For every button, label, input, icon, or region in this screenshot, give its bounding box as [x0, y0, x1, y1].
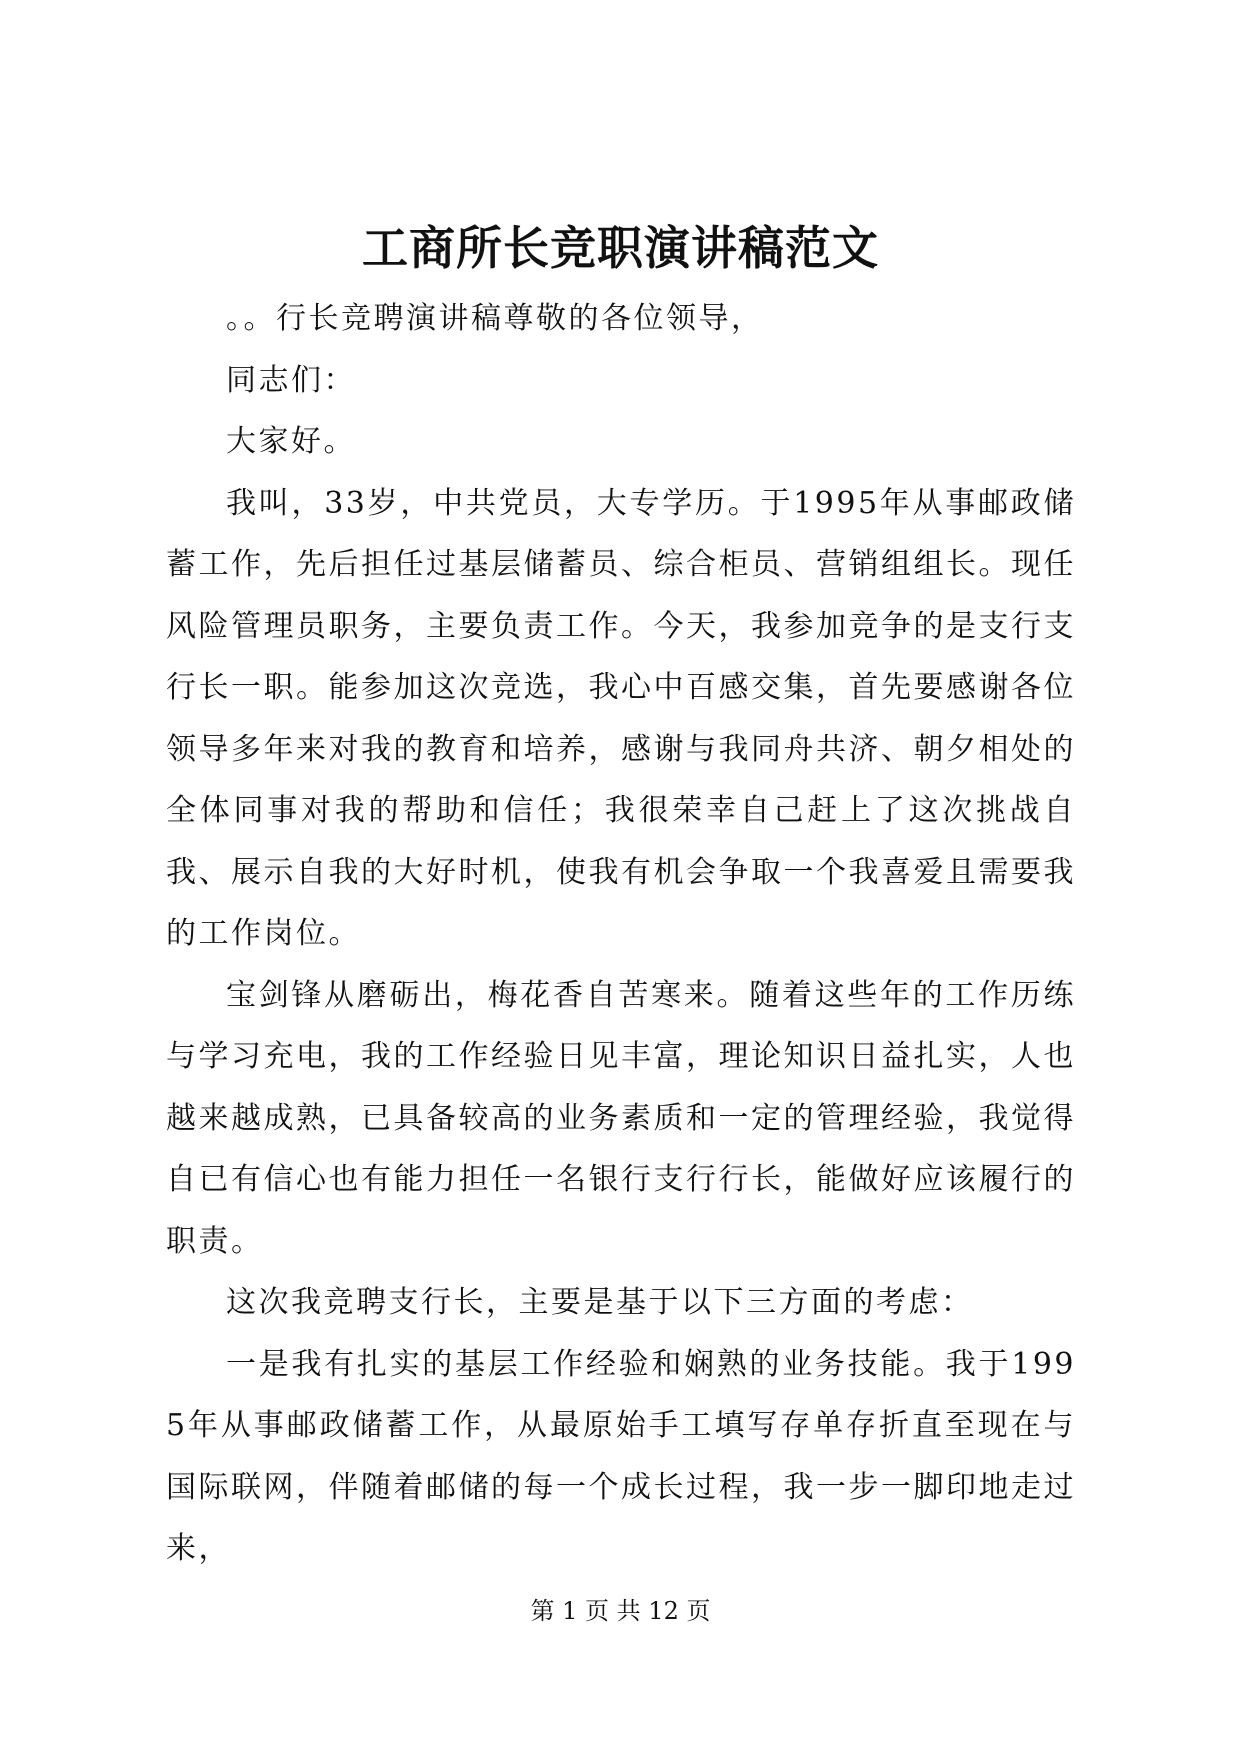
document-body [166, 288, 1076, 1580]
paragraph: 一是我有扎实的基层工作经验和娴熟的业务技能。我于1995年从事邮政储蓄工作，从最原始手工填写存单存折直至现在与国际联网，伴随着邮储的每一个成长过程，我一步一脚印地走过来， [166, 1346, 1076, 1566]
paragraph: 我叫，33岁，中共党员，大专学历。于1995年从事邮政储蓄工作，先后担任过基层储蓄员、综合柜员、营销组组长。现任风险管理员职务，主要负责工作。今天，我参加竞争的是支行支行长一职。能参加这次竞选，我心中百感交集，首先要感谢各位领导多年来对我的教育和培养，感谢与我同舟共济、朝夕相处的全体同事对我的帮助和信任；我很荣幸自己赶上了这次挑战自我、展示自我的大好时机，使我有机会争取一个我喜爱且需要我的工作岗位。 [166, 485, 1076, 951]
paragraph: 这次我竞聘支行长，主要是基于以下三方面的考虑： [226, 1285, 974, 1320]
paragraph: 同志们： [226, 362, 356, 398]
document-title: 工商所长竞职演讲稿范文 [362, 221, 879, 275]
page-number-footer: 第 1 页 共 12 页 [530, 1597, 711, 1625]
paragraph: 宝剑锋从磨砺出，梅花香自苦寒来。随着这些年的工作历练与学习充电，我的工作经验日见丰富，理论知识日益扎实，人也越来越成熟，已具备较高的业务素质和一定的管理经验，我觉得自已有信心也有能力担任一名银行支行行长，能做好应该履行的职责。 [166, 977, 1076, 1259]
paragraph: 大家好。 [226, 424, 356, 459]
paragraph: 。。行长竞聘演讲稿尊敬的各位领导， [226, 301, 764, 336]
